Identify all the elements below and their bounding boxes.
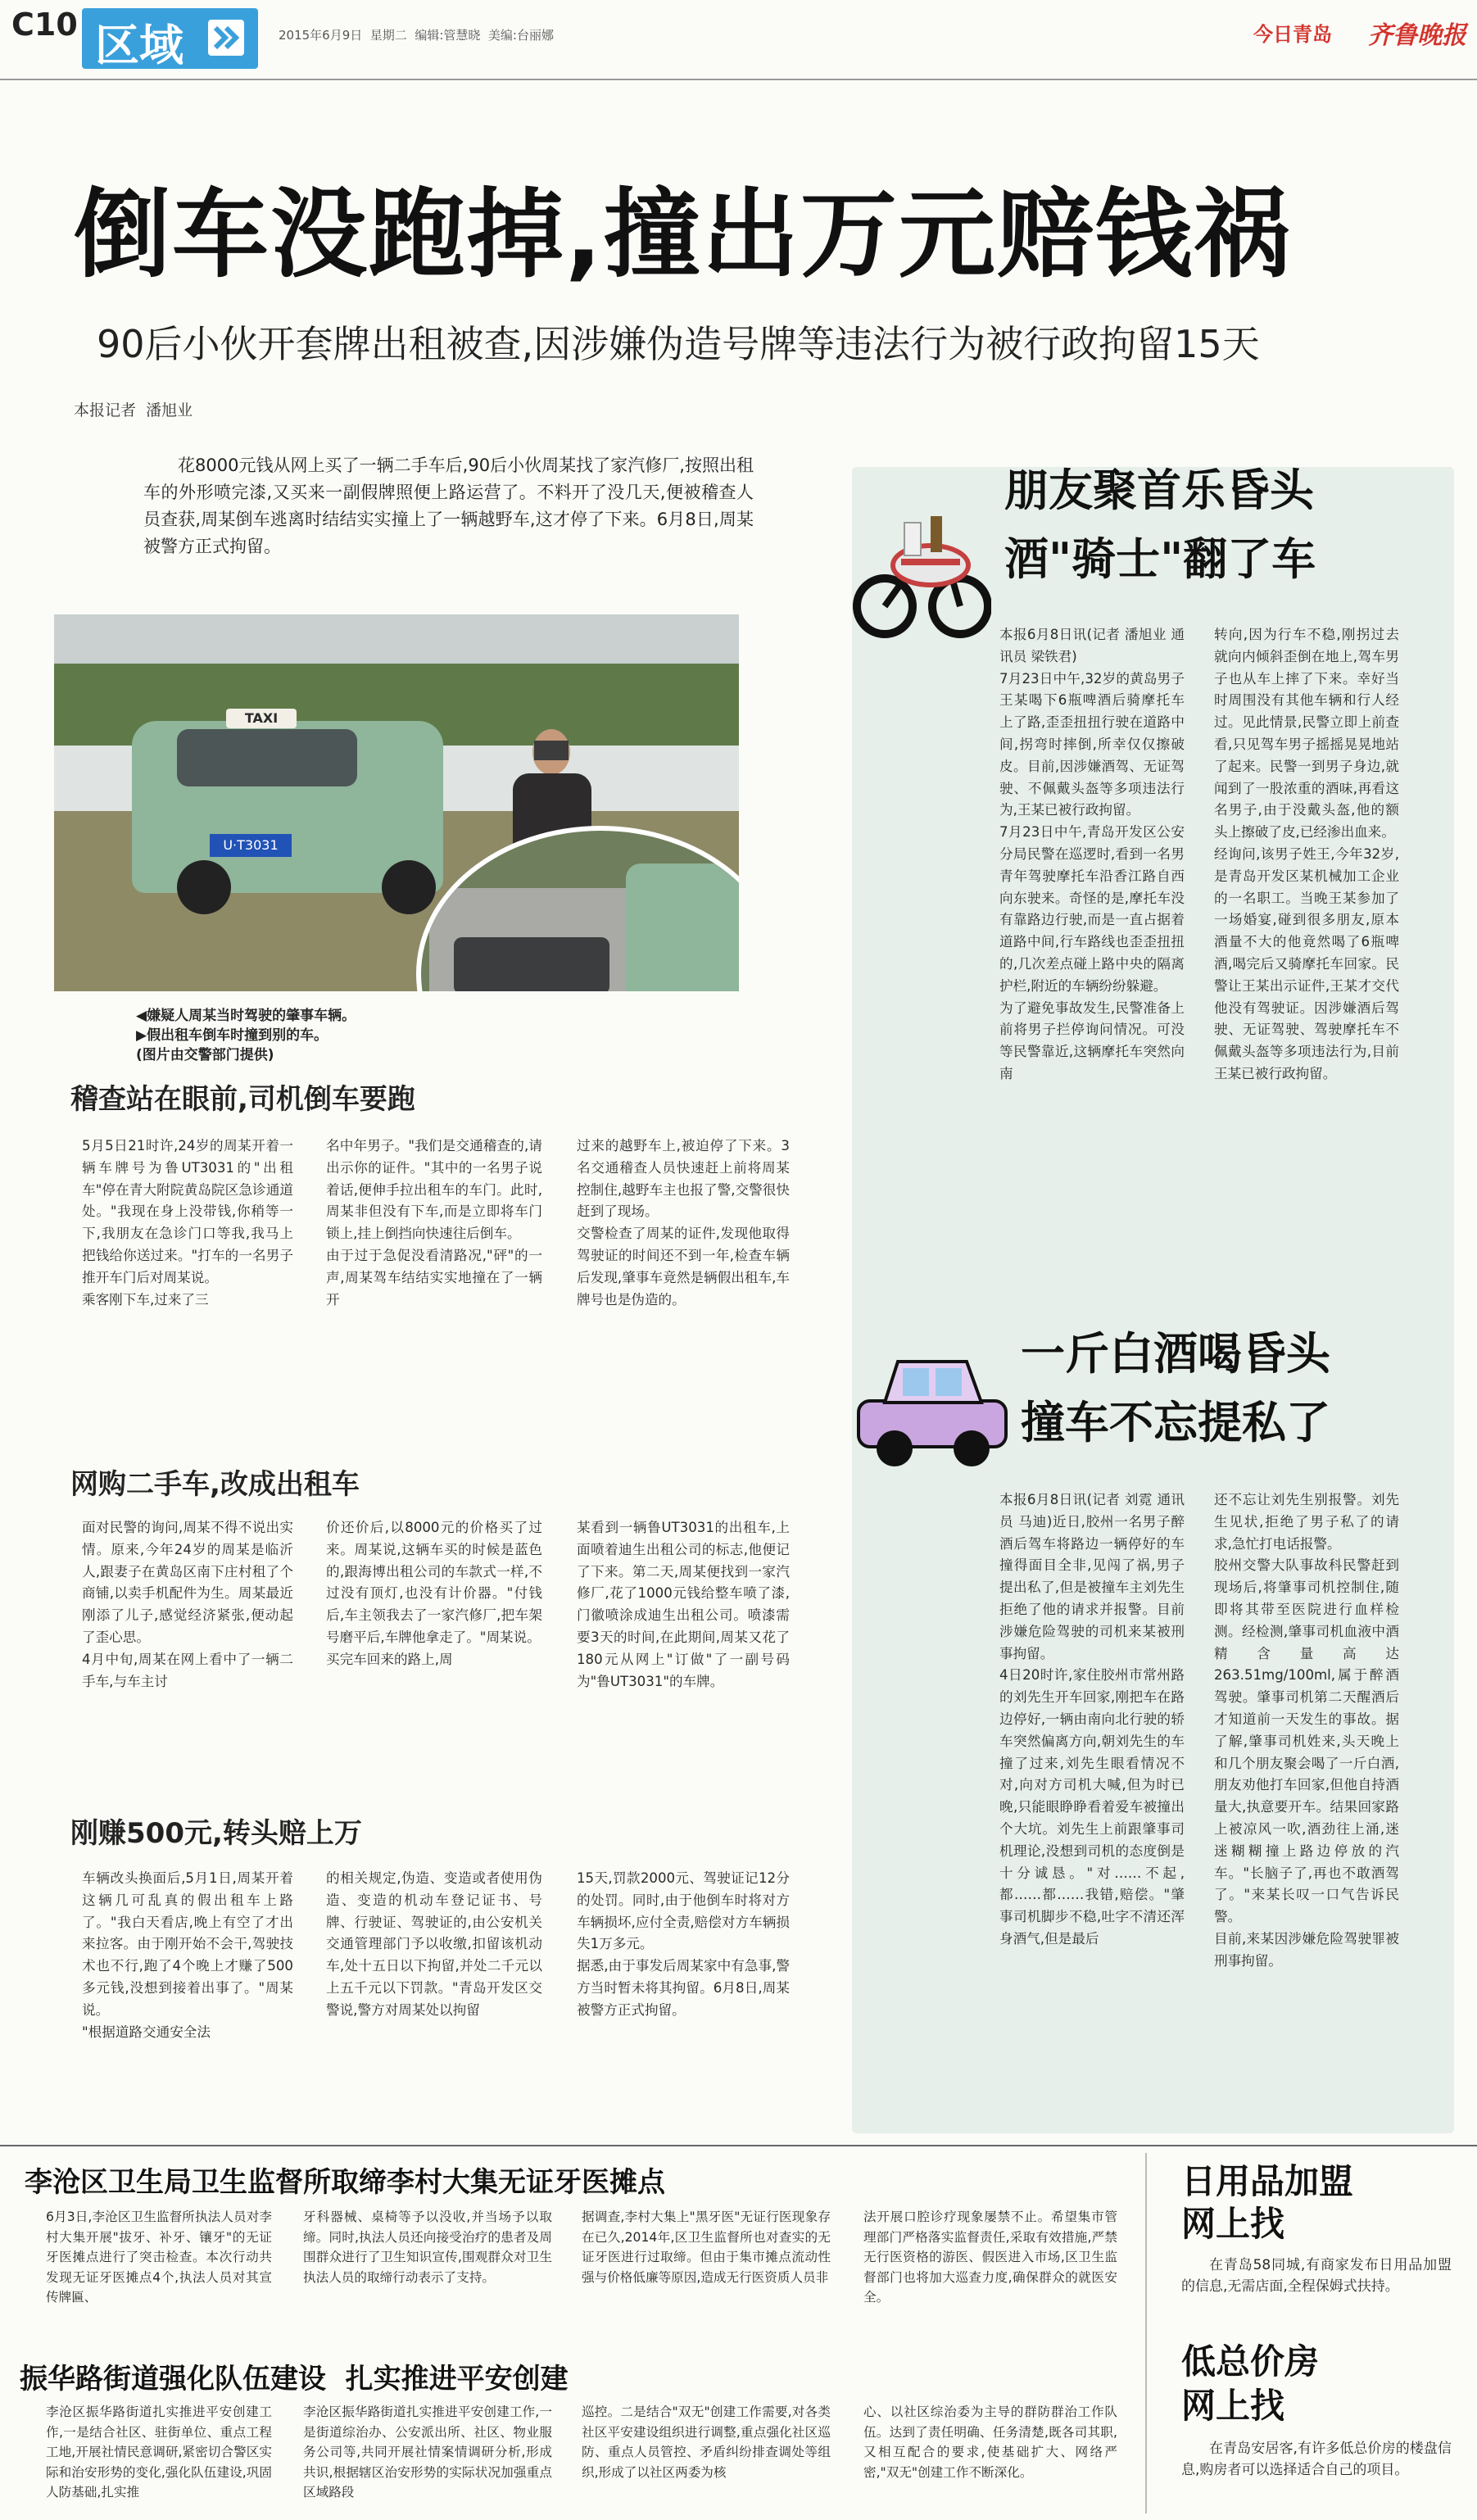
side-story-2-col-1: 本报6月8日讯(记者 刘霓 通讯员 马迪)近日,胶州一名男子醉酒后驾车将路边一辆停好的车撞得面目全非,见闯了祸,男子提出私了,但是被撞车主刘先生拒绝了他的请求并报警。目前涉嫌危险驾驶的司机来某被刑事拘留。 4日20时许,家住胶州市常州路的刘先生开车回家,刚把车在路边停好,一辆由南向北行驶的轿车突然偏离方向,朝刘先生的车撞了过来,刘先生眼看情况不对,向对方司机大喊,但为时已晚,只能眼睁睁看着爱车被撞出个大坑。刘先生上前跟肇事司机理论,没想到司机的态度倒是十分诚恳。"对……不起,都……都……我错,赔偿。"肇事司机脚步不稳,吐字不清还浑身酒气,但是最后 <box>999 1492 1185 1947</box>
section-2-col-1: 面对民警的询问,周某不得不说出实情。原来,今年24岁的周某是临沂人,跟妻子在黄岛区南下庄村租了个商铺,以卖手机配件为生。周某最近刚添了儿子,感觉经济紧张,便动起了歪心思。 4月中旬,周某在网上看中了一辆二手车,与车主讨 <box>82 1520 293 1689</box>
zhenhua-col-3: 巡控。二是结合"双无"创建工作需要,对各类社区平安建设组织进行调整,重点强化社区巡防、重点人员管控、矛盾纠纷排查调处等组织,形成了以社区两委为核 <box>582 2404 831 2480</box>
section-1-col-3: 过来的越野车上,被迫停了下来。3名交通稽查人员快速赶上前将周某控制住,越野车主也报了警,交警很快赶到了现场。 交警检查了周某的证件,发现他取得驾驶证的时间还不到一年,检查车辆后发现,肇事车竟然是辆假出租车,车牌号也是伪造的。 <box>577 1138 790 1308</box>
chevron-right-icon <box>208 20 244 56</box>
news-title-clinic: 李沧区卫生局卫生监督所取缔李村大集无证牙医摊点 <box>25 2166 665 2199</box>
main-photo <box>54 614 739 991</box>
motorcycle-icon <box>852 492 991 647</box>
article-title: 倒车没跑掉,撞出万元赔钱祸 <box>74 178 1292 291</box>
section-heading-3: 刚赚500元,转头赔上万 <box>70 1817 362 1850</box>
side-story-1-title-line-1: 朋友聚首乐昏头 <box>1004 465 1314 516</box>
ad-divider <box>1145 2153 1147 2513</box>
car-icon <box>852 1344 1013 1475</box>
ad-1-title-line-1: 日用品加盟 <box>1181 2161 1354 2201</box>
taxi-plate: U·T3031 <box>210 834 292 857</box>
taxi-wheel <box>382 860 436 914</box>
side-story-2-title-line-2: 撞车不忘提私了 <box>1021 1397 1330 1448</box>
section-2-col-3: 某看到一辆鲁UT3031的出租车,上面喷着迪生出租公司的标志,他便记了下来。第二天,周某便找到一家汽修厂,花了1000元钱给整车喷了漆,门徽喷涂成迪生出租公司。喷漆需要3天的时间,在此期间,周某又花了180元从网上"订做"了一副号码为"鲁UT3031"的车牌。 <box>577 1520 790 1689</box>
side-story-1-title-line-2: 酒"骑士"翻了车 <box>1004 533 1316 585</box>
section-3-col-2: 的相关规定,伪造、变造或者使用伪造、变造的机动车登记证书、号牌、行驶证、驾驶证的,由公安机关交通管理部门予以收缴,扣留该机动车,处十五日以下拘留,并处二千元以上五千元以下罚款。"青岛开发区交警说,警方对周某处以拘留 <box>326 1870 542 2018</box>
taxi-wheel <box>177 860 231 914</box>
collision-car-grille <box>454 937 609 991</box>
side-story-1-col-2: 转向,因为行车不稳,刚拐过去就向内倾斜歪倒在地上,驾车男子也从车上摔了下来。幸好当时周围没有其他车辆和行人经过。见此情景,民警立即上前查看,只见驾车男子摇摇晃晃地站了起来。民警一到男子身边,就闻到了一股浓重的酒味,再看这名男子,由于没戴头盔,他的额头上擦破了皮,已经渗出血来。 经询问,该男子姓王,今年32岁,是青岛开发区某机械加工企业的一名职工。当晚王某参加了一场婚宴,碰到很多朋友,原本酒量不大的他竟然喝了6瓶啤酒,喝完后又骑摩托车回家。民警让王某出示证件,王某才交代他没有驾驶证。因涉嫌酒后驾驶、无证驾驶、驾驶摩托车不佩戴头盔等多项违法行为,目前王某已被行政拘留。 <box>1214 627 1399 1081</box>
page-number: C10 <box>11 7 78 43</box>
issue-meta: 2015年6月9日 星期二 编辑:管慧晓 美编:台丽娜 <box>279 28 554 43</box>
zhenhua-col-2: 李沧区振华路街道扎实推进平安创建工作,一是街道综治办、公安派出所、社区、物业服务公司等,共同开展社情案情调研分析,形成共识,根据辖区治安形势的实际状况加强重点区域路段 <box>303 2404 552 2500</box>
section-3-col-3: 15天,罚款2000元、驾驶证记12分的处罚。同时,由于他倒车时将对方车辆损坏,应付全责,赔偿对方车辆损失1万多元。 据悉,由于事发后周某家中有急事,警方当时暂未将其拘留。6月8日,周某被警方正式拘留。 <box>577 1870 790 2018</box>
zhenhua-col-1: 李沧区振华路街道扎实推进平安创建工作,一是结合社区、驻街单位、重点工程工地,开展社情民意调研,紧密切合警区实际和治安形势的变化,强化队伍建设,巩固人防基础,扎实推 <box>46 2404 272 2500</box>
bottom-rule <box>0 2145 1477 2146</box>
taxi-windshield <box>177 729 357 786</box>
ad-2-text: 在青岛安居客,有许多低总价房的楼盘信息,购房者可以选择适合自己的项目。 <box>1181 2441 1452 2478</box>
ad-2-title-line-2: 网上找 <box>1181 2386 1285 2426</box>
ad-1-text: 在青岛58同城,有商家发布日用品加盟的信息,无需店面,全程保姆式扶持。 <box>1181 2257 1452 2295</box>
section-2-col-2: 价还价后,以8000元的价格买了过来。周某说,这辆车买的时候是蓝色的,跟海博出租公司的车款式一样,不过没有顶灯,也没有计价器。"付钱后,车主领我去了一家汽修厂,把车架号磨平后,车牌他拿走了。"周某说。 买完车回来的路上,周 <box>326 1520 542 1667</box>
taxi-roof-sign: TAXI <box>226 709 297 728</box>
section-tag <box>82 8 258 69</box>
ad-1-title-line-2: 网上找 <box>1181 2204 1285 2244</box>
lead-paragraph <box>143 452 754 560</box>
brand-today-qingdao: 今日青岛 <box>1253 23 1332 46</box>
collision-car-green <box>626 863 739 991</box>
brand-logo: 齐鲁晚报 <box>1368 21 1466 50</box>
zhenhua-col-4: 心、以社区综治委为主导的群防群治工作队伍。达到了责任明确、任务清楚,既各司其职,又相互配合的要求,使基础扩大、网络严密,"双无"创建工作不断深化。 <box>863 2404 1117 2480</box>
section-3-col-1: 车辆改头换面后,5月1日,周某开着这辆几可乱真的假出租车上路了。"我白天看店,晚上有空了才出来拉客。由于刚开始不会干,驾驶技术也不行,跑了4个晚上才赚了500多元钱,没想到接着出事了。"周某说。 "根据道路交通安全法 <box>82 1870 293 2040</box>
section-1-col-1: 5月5日21时许,24岁的周某开着一辆车牌号为鲁UT3031的"出租车"停在青大附院黄岛院区急诊通道处。"我现在身上没带钱,你稍等一下,我朋友在急诊门口等我,我马上把钱给你送过来。"打车的一名男子推开车门后对周某说。 乘客刚下车,过来了三 <box>82 1138 293 1308</box>
section-1-col-2: 名中年男子。"我们是交通稽查的,请出示你的证件。"其中的一名男子说着话,便伸手拉出租车的车门。此时,周某非但没有下车,而是立即将车门锁上,挂上倒挡向快速往后倒车。 由于过于急促没看清路况,"砰"的一声,周某驾车结结实实地撞在了一辆开 <box>326 1138 542 1308</box>
clinic-col-4: 法开展口腔诊疗现象屡禁不止。希望集市管理部门严格落实监督责任,采取有效措施,严禁无行医资格的游医、假医进入市场,区卫生监督部门也将加大巡查力度,确保群众的就医安全。 <box>863 2210 1117 2305</box>
clinic-col-3: 据调查,李村大集上"黑牙医"无证行医现象存在已久,2014年,区卫生监督所也对查实的无证牙医进行过取缔。但由于集市摊点流动性强与价格低廉等原因,造成无行医资质人员非 <box>582 2210 831 2285</box>
article-subtitle: 90后小伙开套牌出租被查,因涉嫌伪造号牌等违法行为被行政拘留15天 <box>97 322 1260 366</box>
ad-2-title-line-1: 低总价房 <box>1181 2341 1320 2382</box>
clinic-col-2: 牙科器械、桌椅等予以没收,并当场予以取缔。同时,执法人员还向接受治疗的患者及周围群众进行了卫生知识宣传,围观群众对卫生执法人员的取缔行动表示了支持。 <box>303 2210 552 2285</box>
section-heading-1: 稽查站在眼前,司机倒车要跑 <box>70 1083 415 1116</box>
side-story-2-col-2: 还不忘让刘先生别报警。刘先生见状,拒绝了男子私了的请求,急忙打电话报警。 胶州交警大队事故科民警赶到现场后,将肇事司机控制住,随即将其带至医院进行血样检测。经检测,肇事司机血液中酒精含量高达263.51mg/100ml,属于醉酒驾驶。肇事司机第二天醒酒后才知道前一天发生的事故。据了解,肇事司机姓来,头天晚上和几个朋友聚会喝了一斤白酒,朋友劝他打车回家,但他自持酒量大,执意要开车。结果回家路上被凉风一吹,酒劲往上涌,迷迷糊糊撞上路边停放的汽车。"长脑子了,再也不敢酒驾了。"来某长叹一口气告诉民警。 目前,来某因涉嫌危险驾驶罪被刑事拘留。 <box>1214 1492 1399 1969</box>
page-header <box>0 0 1477 82</box>
header-rule <box>0 79 1477 80</box>
lead-text: 花8000元钱从网上买了一辆二手车后,90后小伙周某找了家汽修厂,按照出租车的外形喷完漆,又买来一副假牌照便上路运营了。不料开了没几天,便被稽查人员查获,周某倒车逃离时结结实实撞上了一辆越野车,这才停了下来。6月8日,周某被警方正式拘留。 <box>143 456 754 556</box>
side-story-2-title-line-1: 一斤白酒喝昏头 <box>1021 1328 1330 1380</box>
byline: 本报记者 潘旭业 <box>74 401 193 419</box>
section-label: 区域 <box>95 20 183 71</box>
news-title-zhenhua: 振华路街道强化队伍建设 扎实推进平安创建 <box>20 2363 569 2395</box>
section-heading-2: 网购二手车,改成出租车 <box>70 1468 360 1501</box>
photo-caption: ◀嫌疑人周某当时驾驶的肇事车辆。 ▶假出租车倒车时撞到别的车。 (图片由交警部门提供) <box>136 1008 356 1063</box>
side-story-1-col-1: 本报6月8日讯(记者 潘旭业 通讯员 梁铁君) 7月23日中午,32岁的黄岛男子王某喝下6瓶啤酒后骑摩托车上了路,歪歪扭扭行驶在道路中间,拐弯时摔倒,所幸仅仅擦破皮。目前,因涉嫌酒驾、无证驾驶、不佩戴头盔等多项违法行为,王某已被行政拘留。 7月23日中午,青岛开发区公安分局民警在巡逻时,看到一名男青年驾驶摩托车沿香江路自西向东驶来。奇怪的是,摩托车没有靠路边行驶,而是一直占据着道路中间,行车路线也歪歪扭扭的,几次差点碰上路中央的隔离护栏,附近的车辆纷纷躲避。 为了避免事故发生,民警准备上前将男子拦停询问情况。可没等民警靠近,这辆摩托车突然向南 <box>999 627 1185 1081</box>
clinic-col-1: 6月3日,李沧区卫生监督所执法人员对李村大集开展"拔牙、补牙、镶牙"的无证牙医摊点进行了突击检查。本次行动共发现无证牙医摊点4个,执法人员对其宣传牌匾、 <box>46 2210 272 2305</box>
